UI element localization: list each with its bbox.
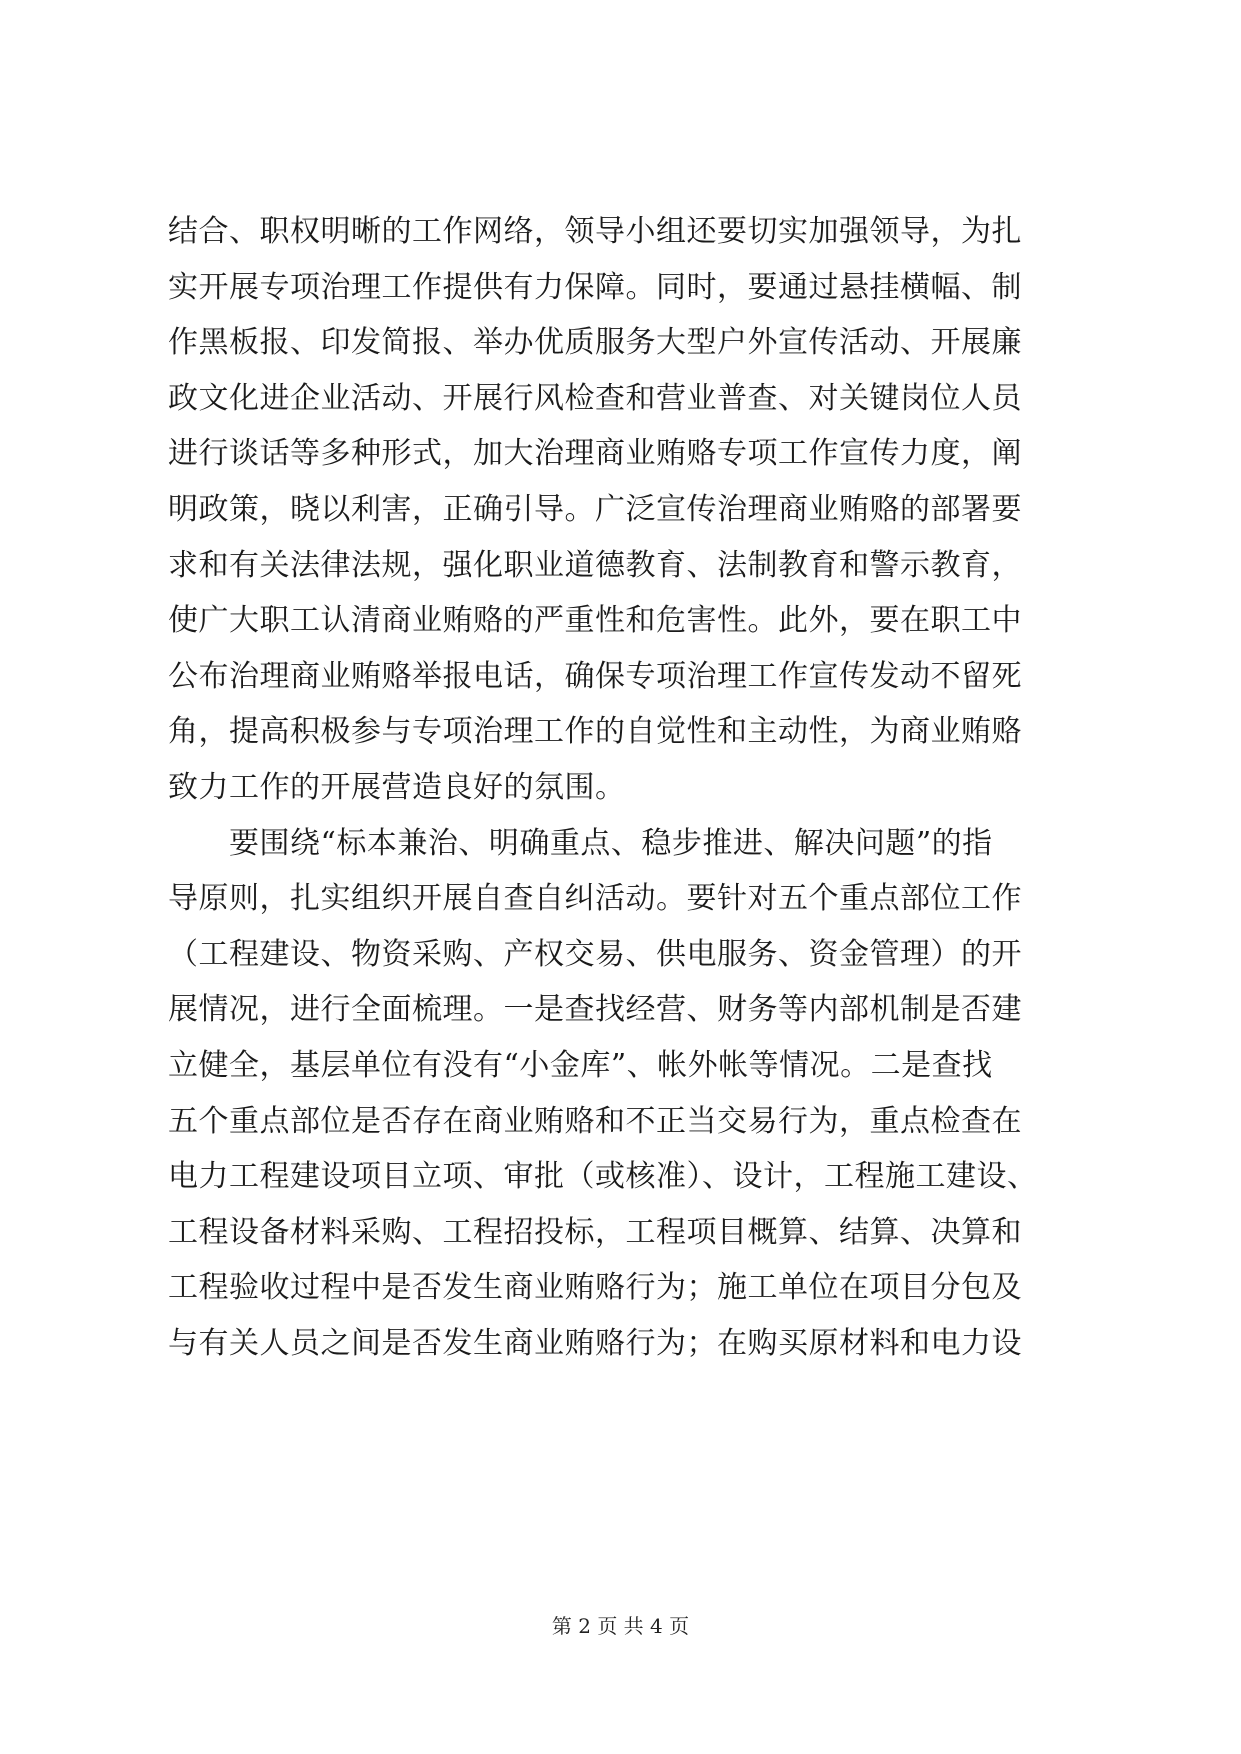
text-line: 立健全，基层单位有没有“小金库”、帐外帐等情况。二是查找 [168, 1048, 993, 1083]
text-line: 要围绕“标本兼治、明确重点、稳步推进、解决问题”的指 [168, 826, 993, 861]
text-line: 电力工程建设项目立项、审批（或核准）、设计，工程施工建设、 [168, 1159, 1038, 1194]
text-line: 五个重点部位是否存在商业贿赂和不正当交易行为，重点检查在 [168, 1104, 1022, 1139]
text-line: 政文化进企业活动、开展行风检查和营业普查、对关键岗位人员 [168, 381, 1022, 416]
text-line: 致力工作的开展营造良好的氛围。 [168, 770, 626, 805]
text-line: 角，提高积极参与专项治理工作的自觉性和主动性，为商业贿赂 [168, 714, 1022, 749]
text-line: 求和有关法律法规，强化职业道德教育、法制教育和警示教育， [168, 548, 1022, 583]
text-line: 结合、职权明晰的工作网络，领导小组还要切实加强领导，为扎 [168, 214, 1022, 249]
text-line: （工程建设、物资采购、产权交易、供电服务、资金管理）的开 [168, 937, 1022, 972]
text-line: 实开展专项治理工作提供有力保障。同时，要通过悬挂横幅、制 [168, 270, 1022, 305]
text-line: 使广大职工认清商业贿赂的严重性和危害性。此外，要在职工中 [168, 603, 1022, 638]
text-line: 作黑板报、印发简报、举办优质服务大型户外宣传活动、开展廉 [168, 325, 1022, 360]
text-line: 明政策，晓以利害，正确引导。广泛宣传治理商业贿赂的部署要 [168, 492, 1022, 527]
text-line: 导原则，扎实组织开展自查自纠活动。要针对五个重点部位工作 [168, 881, 1022, 916]
page-number-footer: 第 2 页 共 4 页 [551, 1614, 690, 1638]
text-line: 工程设备材料采购、工程招投标，工程项目概算、结算、决算和 [168, 1215, 1022, 1250]
text-line: 与有关人员之间是否发生商业贿赂行为；在购买原材料和电力设 [168, 1326, 1022, 1361]
text-line: 进行谈话等多种形式，加大治理商业贿赂专项工作宣传力度，阐 [168, 436, 1022, 471]
text-line: 工程验收过程中是否发生商业贿赂行为；施工单位在项目分包及 [168, 1270, 1022, 1305]
text-line: 展情况，进行全面梳理。一是查找经营、财务等内部机制是否建 [168, 992, 1022, 1027]
text-line: 公布治理商业贿赂举报电话，确保专项治理工作宣传发动不留死 [168, 659, 1022, 694]
